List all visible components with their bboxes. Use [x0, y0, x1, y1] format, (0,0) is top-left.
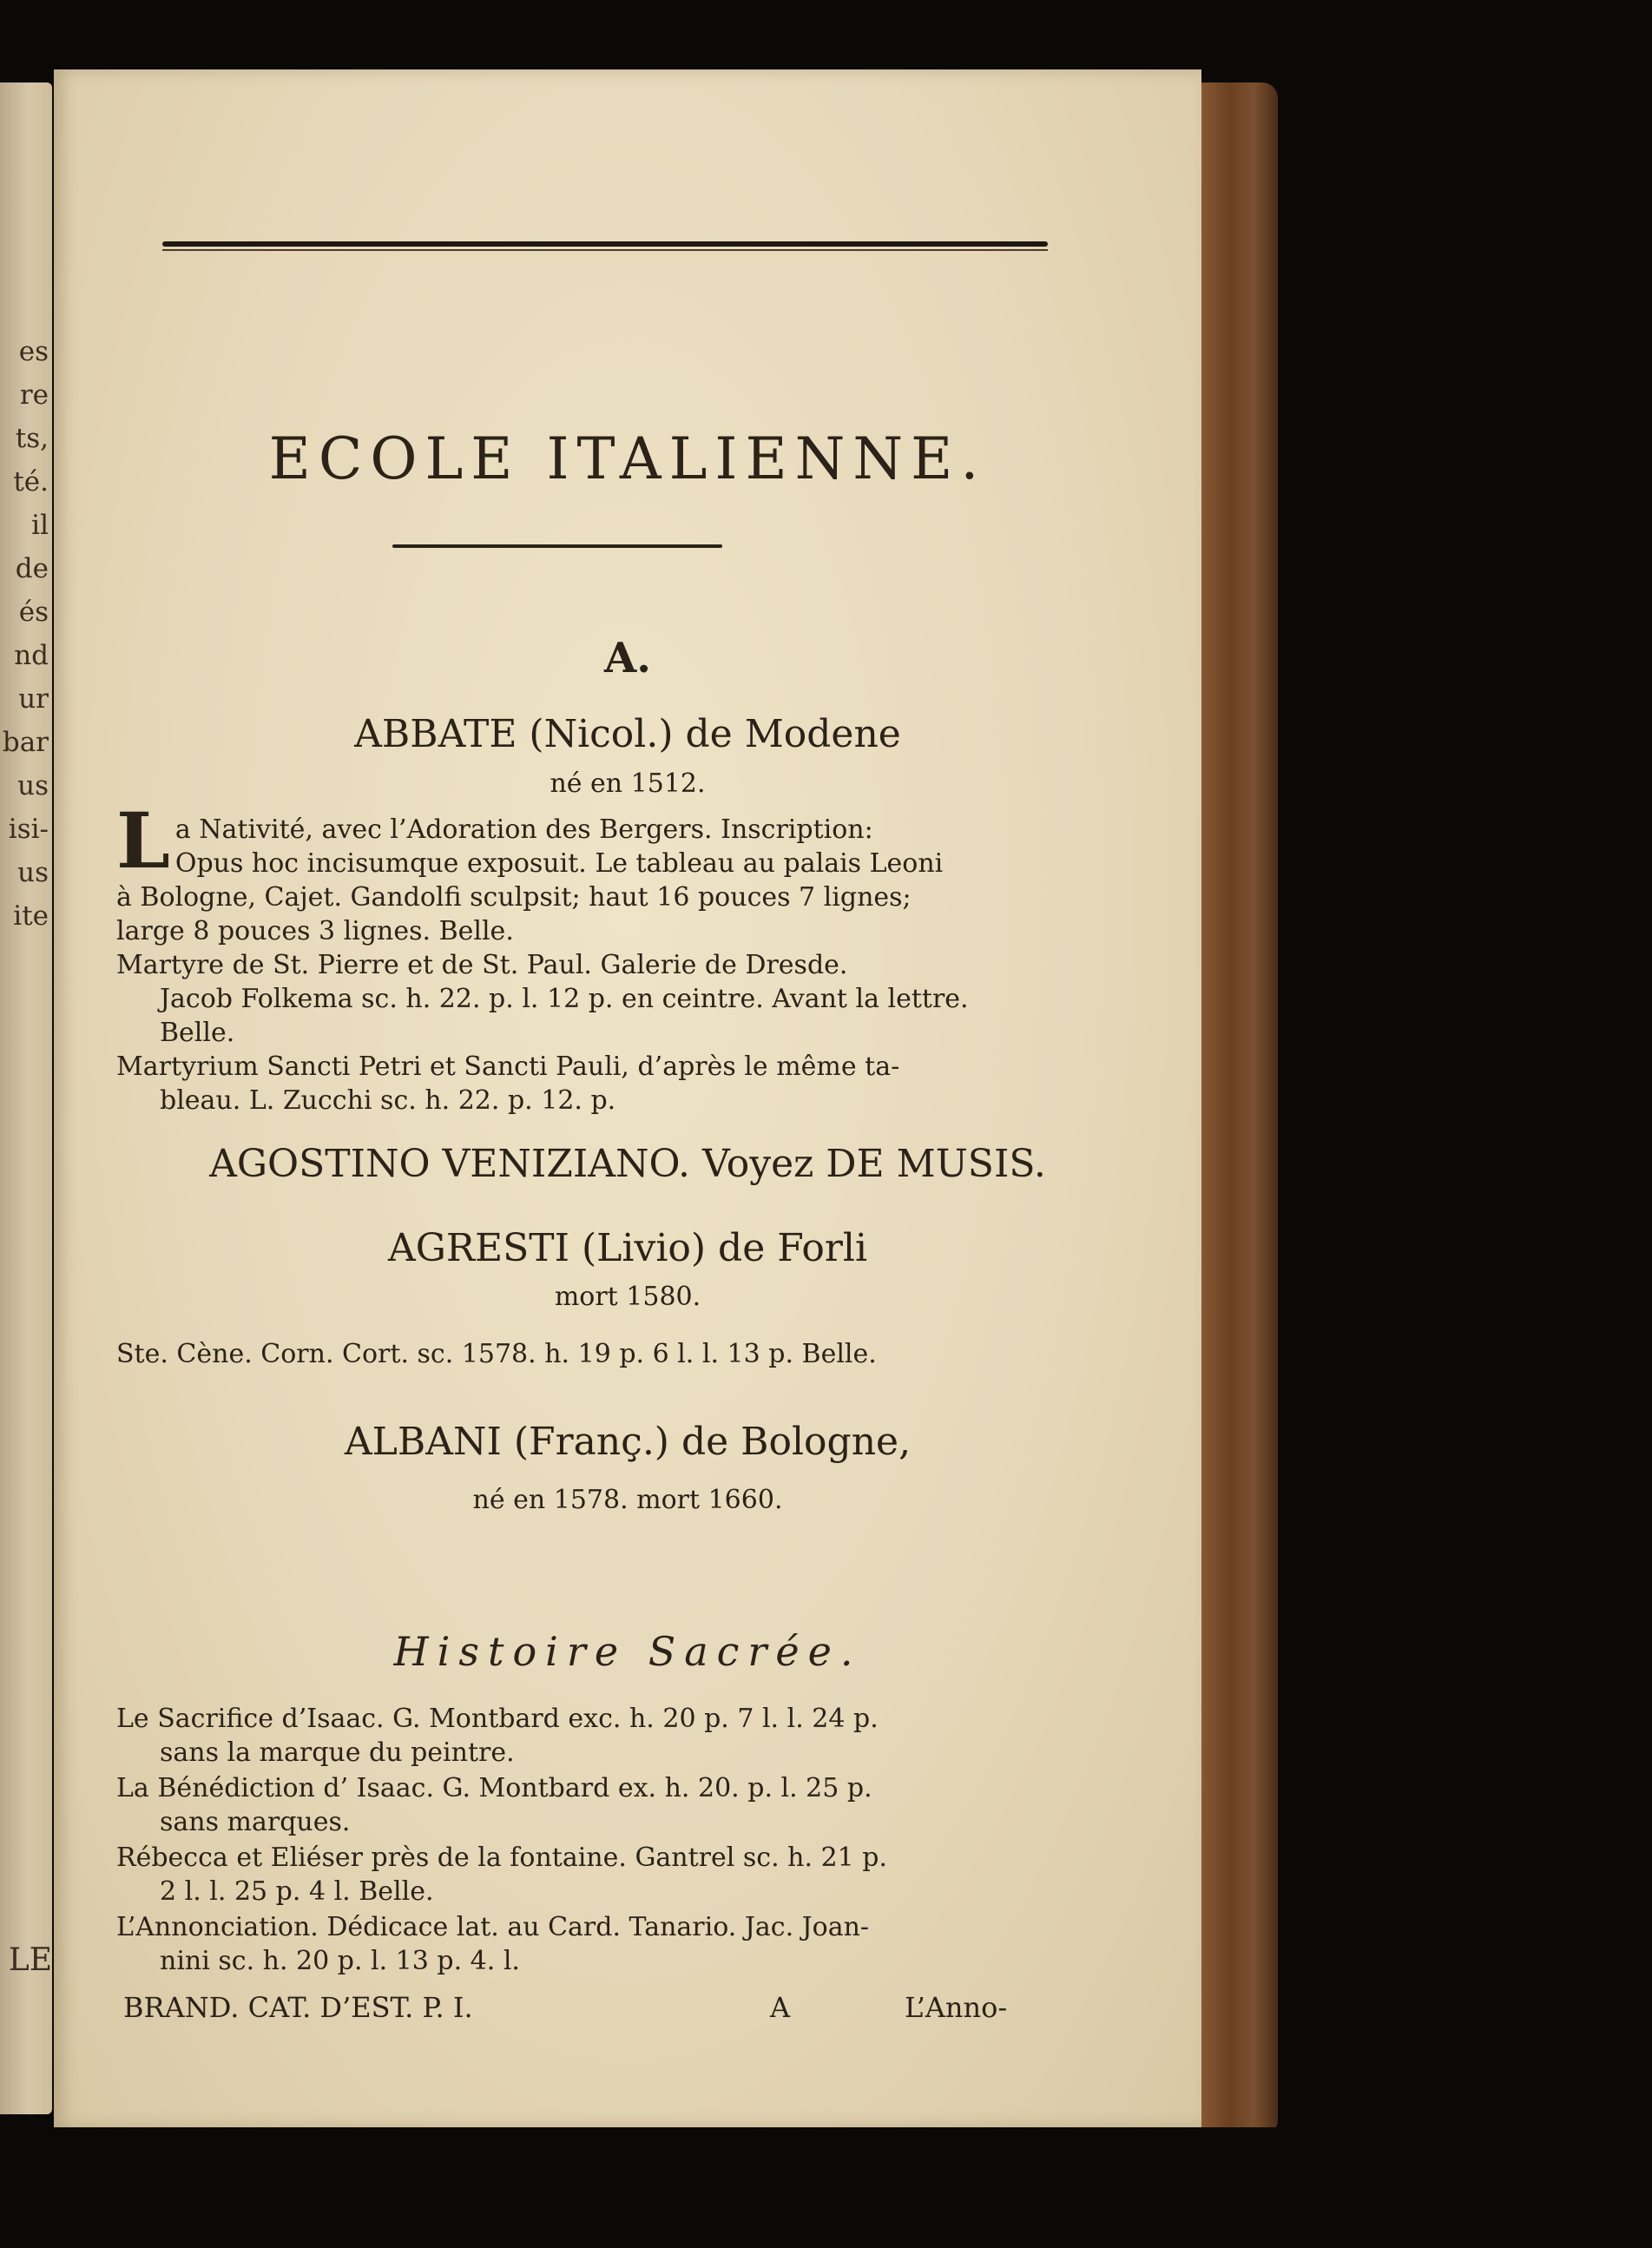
artist-dates-abbate: né en 1512.	[550, 768, 706, 799]
artist-heading-abbate: ABBATE (Nicol.) de Modene	[354, 712, 901, 756]
artist-heading-agostino: AGOSTINO VENIZIANO. Voyez DE MUSIS.	[209, 1142, 1046, 1186]
entry-line: sans marques.	[160, 1807, 351, 1837]
entry-line: bleau. L. Zucchi sc. h. 22. p. 12. p.	[160, 1085, 616, 1116]
left-fragment: té.	[13, 466, 49, 498]
section-letter: A.	[604, 634, 651, 682]
entry-line: nini sc. h. 20 p. l. 13 p. 4. l.	[160, 1946, 520, 1976]
left-fragment: és	[18, 597, 49, 628]
footer-title: BRAND. CAT. D’EST. P. I.	[123, 1991, 473, 2024]
artist-heading-agresti: AGRESTI (Livio) de Forli	[387, 1226, 868, 1270]
book-cover-edge	[1198, 82, 1278, 2136]
left-fragment: us	[17, 770, 49, 801]
entry-line: L’Annonciation. Dédicace lat. au Card. Tanario. Jac. Joan-	[116, 1912, 870, 1942]
entry-line: large 8 pouces 3 lignes. Belle.	[116, 916, 514, 946]
entry-abbate-martyrium	[116, 1050, 1054, 1117]
artist-dates-albani: né en 1578. mort 1660.	[472, 1485, 783, 1515]
subsection-heading: Histoire Sacrée.	[393, 1628, 862, 1675]
entry-line: Opus hoc incisumque exposuit. Le tableau au palais Leoni	[174, 848, 944, 879]
left-page-fragments	[0, 330, 52, 938]
left-fragment: us	[17, 857, 49, 888]
left-fragment: ur	[18, 683, 49, 715]
left-fragment: isi-	[8, 814, 49, 845]
left-fragment: de	[15, 553, 49, 584]
left-fragment: ite	[13, 900, 49, 932]
entry-line: Jacob Folkema sc. h. 22. p. l. 12 p. en ceintre. Avant la lettre.	[160, 984, 969, 1014]
entry-line: Martyrium Sancti Petri et Sancti Pauli, d’après le même ta-	[116, 1051, 900, 1082]
entry-albani-benediction	[116, 1771, 1054, 1839]
entry-agresti-cene	[116, 1337, 1054, 1371]
entry-line: Ste. Cène. Corn. Cort. sc. 1578. h. 19 p. 6 l. l. 13 p. Belle.	[116, 1339, 877, 1369]
left-fragment: ts,	[15, 423, 49, 454]
title-rule	[392, 544, 722, 548]
header-rule	[162, 241, 1048, 247]
entry-line: 2 l. l. 25 p. 4 l. Belle.	[160, 1876, 434, 1907]
entry-albani-annonciation	[116, 1910, 1054, 1978]
entry-line: Belle.	[160, 1018, 235, 1048]
left-page-edge	[0, 82, 52, 2114]
entry-albani-sacrifice	[116, 1702, 1054, 1770]
left-fragment: bar	[2, 727, 49, 758]
entry-abbate-martyre	[116, 948, 1054, 1050]
book-page	[54, 69, 1201, 2127]
left-fragment: il	[31, 510, 49, 541]
entry-line: à Bologne, Cajet. Gandolfi sculpsit; haut 16 pouces 7 lignes;	[116, 882, 912, 913]
artist-dates-agresti: mort 1580.	[554, 1282, 701, 1312]
left-fragment: nd	[14, 640, 49, 671]
entry-line: sans la marque du peintre.	[160, 1737, 515, 1768]
school-title: ECOLE ITALIENNE.	[268, 425, 987, 492]
signature-mark: A	[770, 1991, 791, 2024]
catchword: L’Anno-	[905, 1991, 1008, 2024]
entry-line: La Bénédiction d’ Isaac. G. Montbard ex. h. 20. p. l. 25 p.	[116, 1773, 872, 1803]
left-page-footer: LE	[8, 1942, 52, 1978]
background	[0, 2127, 1652, 2248]
artist-heading-albani: ALBANI (Franç.) de Bologne,	[344, 1420, 912, 1464]
entry-abbate-nativite	[116, 795, 1054, 948]
entry-line: Martyre de St. Pierre et de St. Paul. Galerie de Dresde.	[116, 950, 848, 980]
entry-line: Le Sacrifice d’Isaac. G. Montbard exc. h. 20 p. 7 l. l. 24 p.	[116, 1704, 879, 1734]
header-rule-thin	[162, 249, 1048, 251]
entry-line: a Nativité, avec l’Adoration des Bergers. Inscription:	[174, 814, 873, 845]
left-fragment: re	[19, 379, 49, 411]
entry-albani-rebecca	[116, 1841, 1054, 1908]
entry-line: Rébecca et Eliéser près de la fontaine. Gantrel sc. h. 21 p.	[116, 1843, 888, 1873]
left-fragment: es	[18, 336, 49, 367]
drop-capital: L	[116, 795, 170, 886]
